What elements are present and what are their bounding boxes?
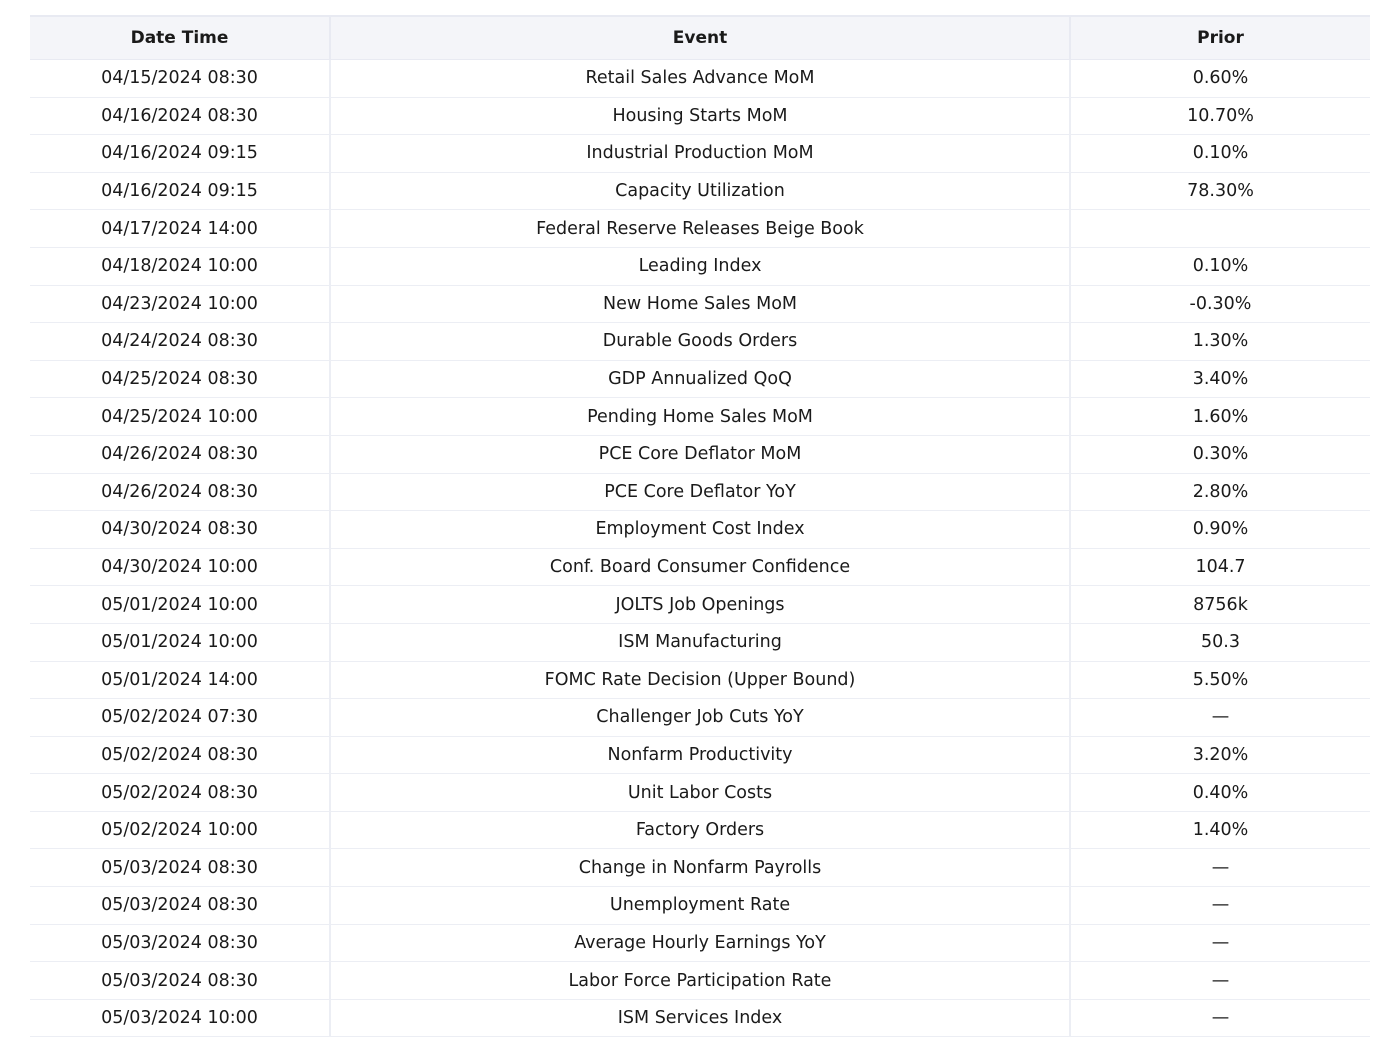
prior-cell: 0.30%: [1070, 435, 1370, 473]
header-row: [30, 16, 1370, 60]
date-time-cell: 04/23/2024 10:00: [30, 285, 330, 323]
date-time-cell: 05/03/2024 08:30: [30, 849, 330, 887]
prior-cell: 78.30%: [1070, 172, 1370, 210]
event-cell: Average Hourly Earnings YoY: [330, 924, 1070, 962]
event-cell: Retail Sales Advance MoM: [330, 60, 1070, 98]
table-row[interactable]: [30, 97, 1370, 135]
event-cell: Unit Labor Costs: [330, 774, 1070, 812]
date-time-cell: 04/24/2024 08:30: [30, 323, 330, 361]
prior-cell: 5.50%: [1070, 661, 1370, 699]
prior-cell: —: [1070, 699, 1370, 737]
table-row[interactable]: [30, 586, 1370, 624]
prior-cell: -0.30%: [1070, 285, 1370, 323]
table-row[interactable]: [30, 962, 1370, 1000]
prior-cell: —: [1070, 924, 1370, 962]
prior-cell: 1.60%: [1070, 398, 1370, 436]
date-time-cell: 04/16/2024 09:15: [30, 135, 330, 173]
table-row[interactable]: [30, 849, 1370, 887]
date-time-cell: 04/25/2024 08:30: [30, 360, 330, 398]
table-row[interactable]: [30, 360, 1370, 398]
prior-cell: 0.40%: [1070, 774, 1370, 812]
table-row[interactable]: [30, 323, 1370, 361]
date-time-cell: 05/03/2024 08:30: [30, 887, 330, 925]
prior-cell: 10.70%: [1070, 97, 1370, 135]
date-time-cell: 04/30/2024 08:30: [30, 511, 330, 549]
table-row[interactable]: [30, 811, 1370, 849]
date-time-cell: 05/02/2024 07:30: [30, 699, 330, 737]
date-time-cell: 05/03/2024 08:30: [30, 924, 330, 962]
table-row[interactable]: [30, 60, 1370, 98]
prior-cell: —: [1070, 849, 1370, 887]
prior-cell: 104.7: [1070, 548, 1370, 586]
header-prior[interactable]: Prior: [1070, 16, 1370, 60]
date-time-cell: 05/02/2024 10:00: [30, 811, 330, 849]
date-time-cell: 05/01/2024 10:00: [30, 586, 330, 624]
prior-cell: 2.80%: [1070, 473, 1370, 511]
table-row[interactable]: [30, 473, 1370, 511]
event-cell: Federal Reserve Releases Beige Book: [330, 210, 1070, 248]
event-cell: Pending Home Sales MoM: [330, 398, 1070, 436]
prior-cell: —: [1070, 999, 1370, 1037]
table-row[interactable]: [30, 285, 1370, 323]
prior-cell: 1.30%: [1070, 323, 1370, 361]
prior-cell: 0.90%: [1070, 511, 1370, 549]
table-row[interactable]: [30, 924, 1370, 962]
table-row[interactable]: [30, 548, 1370, 586]
event-cell: Change in Nonfarm Payrolls: [330, 849, 1070, 887]
table-row[interactable]: [30, 435, 1370, 473]
table-row[interactable]: [30, 736, 1370, 774]
table-row[interactable]: [30, 511, 1370, 549]
date-time-cell: 05/02/2024 08:30: [30, 774, 330, 812]
event-cell: ISM Services Index: [330, 999, 1070, 1037]
event-cell: Capacity Utilization: [330, 172, 1070, 210]
economic-calendar-table: [30, 15, 1370, 1037]
event-cell: GDP Annualized QoQ: [330, 360, 1070, 398]
table-row[interactable]: [30, 623, 1370, 661]
prior-cell: 3.20%: [1070, 736, 1370, 774]
event-cell: Challenger Job Cuts YoY: [330, 699, 1070, 737]
header-date-time[interactable]: Date Time: [30, 16, 330, 60]
event-cell: Nonfarm Productivity: [330, 736, 1070, 774]
date-time-cell: 04/26/2024 08:30: [30, 435, 330, 473]
event-cell: Leading Index: [330, 247, 1070, 285]
date-time-cell: 04/30/2024 10:00: [30, 548, 330, 586]
prior-cell: 0.60%: [1070, 60, 1370, 98]
table-row[interactable]: [30, 661, 1370, 699]
date-time-cell: 05/02/2024 08:30: [30, 736, 330, 774]
table-row[interactable]: [30, 999, 1370, 1037]
event-cell: ISM Manufacturing: [330, 623, 1070, 661]
event-cell: New Home Sales MoM: [330, 285, 1070, 323]
date-time-cell: 04/16/2024 08:30: [30, 97, 330, 135]
date-time-cell: 04/15/2024 08:30: [30, 60, 330, 98]
header-event[interactable]: Event: [330, 16, 1070, 60]
date-time-cell: 05/03/2024 08:30: [30, 962, 330, 1000]
date-time-cell: 05/01/2024 14:00: [30, 661, 330, 699]
prior-cell: —: [1070, 887, 1370, 925]
event-cell: FOMC Rate Decision (Upper Bound): [330, 661, 1070, 699]
table-row[interactable]: [30, 135, 1370, 173]
prior-cell: 8756k: [1070, 586, 1370, 624]
table-row[interactable]: [30, 172, 1370, 210]
date-time-cell: 04/26/2024 08:30: [30, 473, 330, 511]
prior-cell: 1.40%: [1070, 811, 1370, 849]
prior-cell: 0.10%: [1070, 247, 1370, 285]
date-time-cell: 05/01/2024 10:00: [30, 623, 330, 661]
prior-cell: [1070, 210, 1370, 248]
event-cell: JOLTS Job Openings: [330, 586, 1070, 624]
event-cell: Housing Starts MoM: [330, 97, 1070, 135]
prior-cell: 3.40%: [1070, 360, 1370, 398]
event-cell: PCE Core Deflator YoY: [330, 473, 1070, 511]
event-cell: Labor Force Participation Rate: [330, 962, 1070, 1000]
date-time-cell: 05/03/2024 10:00: [30, 999, 330, 1037]
table-row[interactable]: [30, 210, 1370, 248]
date-time-cell: 04/17/2024 14:00: [30, 210, 330, 248]
prior-cell: 50.3: [1070, 623, 1370, 661]
table-row[interactable]: [30, 887, 1370, 925]
table-body: [30, 60, 1370, 1037]
event-cell: Durable Goods Orders: [330, 323, 1070, 361]
event-cell: Factory Orders: [330, 811, 1070, 849]
date-time-cell: 04/25/2024 10:00: [30, 398, 330, 436]
table-header: [30, 16, 1370, 60]
event-cell: Industrial Production MoM: [330, 135, 1070, 173]
event-cell: PCE Core Deflator MoM: [330, 435, 1070, 473]
date-time-cell: 04/16/2024 09:15: [30, 172, 330, 210]
table-row[interactable]: [30, 247, 1370, 285]
table-row[interactable]: [30, 774, 1370, 812]
table-row[interactable]: [30, 398, 1370, 436]
date-time-cell: 04/18/2024 10:00: [30, 247, 330, 285]
event-cell: Conf. Board Consumer Confidence: [330, 548, 1070, 586]
prior-cell: 0.10%: [1070, 135, 1370, 173]
prior-cell: —: [1070, 962, 1370, 1000]
event-cell: Employment Cost Index: [330, 511, 1070, 549]
table-row[interactable]: [30, 699, 1370, 737]
event-cell: Unemployment Rate: [330, 887, 1070, 925]
economic-calendar-table-container: [30, 15, 1370, 1037]
